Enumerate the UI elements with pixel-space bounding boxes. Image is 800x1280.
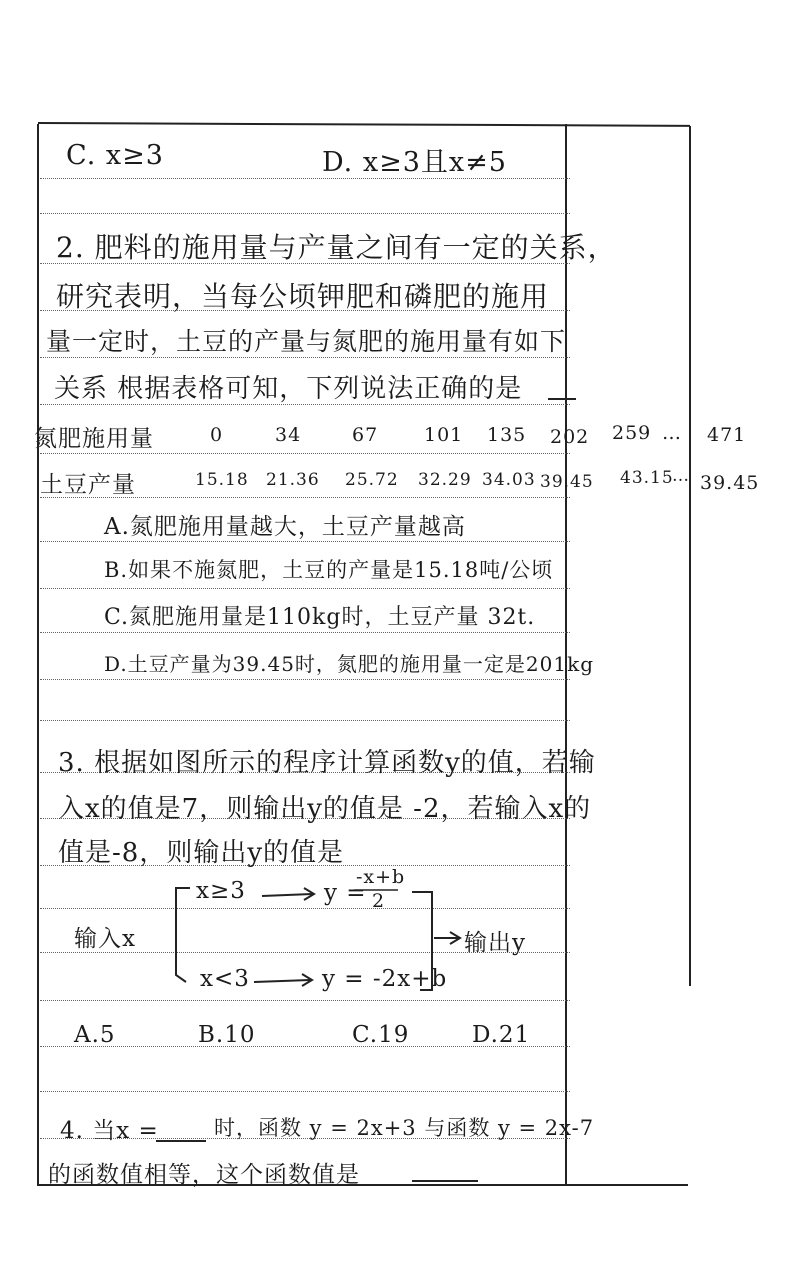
table-cell: 25.72	[345, 470, 399, 490]
table-cell: 259	[612, 422, 652, 444]
table-cell: 202	[550, 426, 590, 448]
flow-formula-top-prefix: y =	[324, 880, 367, 906]
q2-option-c: C.氮肥施用量是110kg时，土豆产量 32t.	[104, 605, 536, 630]
q3-option-a: A.5	[74, 1022, 116, 1048]
table-cell: 101	[424, 424, 464, 446]
flow-formula-top-numerator: -x+b	[356, 866, 406, 888]
q3-line-1: 3. 根据如图所示的程序计算函数y的值，若输	[58, 748, 596, 778]
table-cell: 21.36	[266, 470, 320, 490]
q4-line-2: 的函数值相等，这个函数值是	[48, 1162, 360, 1188]
table-cell: 135	[487, 424, 527, 446]
q4-blank-x	[156, 1140, 206, 1142]
q2-line-1: 2. 肥料的施用量与产量之间有一定的关系，	[56, 231, 617, 264]
table-cell: 15.18	[195, 470, 249, 490]
table-row1-label: 氮肥施用量	[34, 426, 154, 452]
q4-blank-value	[412, 1180, 478, 1182]
flow-output-label: 输出y	[464, 930, 526, 956]
flow-input-label: 输入x	[74, 926, 136, 952]
table-cell: 43.15	[620, 468, 674, 488]
q2-option-a: A.氮肥施用量越大，土豆产量越高	[104, 514, 466, 540]
q3-option-b: B.10	[198, 1022, 256, 1048]
flow-formula-bottom: y = -2x+b	[322, 966, 448, 992]
q3-line-2: 入x的值是7，则输出y的值是 -2，若输入x的	[58, 794, 592, 824]
flow-formula-top-denominator: 2	[372, 890, 386, 912]
q2-line-3: 量一定时，土豆的产量与氮肥的施用量有如下	[46, 327, 567, 356]
q2-line-4: 关系 根据表格可知，下列说法正确的是	[54, 374, 523, 404]
table-cell: 39.45	[540, 472, 594, 492]
q4-line-1-end: 时，函数 y = 2x+3 与函数 y = 2x-7	[214, 1116, 595, 1140]
table-cell: …	[662, 422, 682, 444]
table-row2-label: 土豆产量	[40, 472, 136, 498]
q2-option-b: B.如果不施氮肥，土豆的产量是15.18吨/公顷	[104, 558, 554, 582]
table-cell: 32.29	[418, 470, 472, 490]
table-cell: 34.03	[482, 470, 536, 490]
q3-line-3: 值是-8，则输出y的值是	[58, 838, 345, 868]
table-cell: 471	[707, 424, 747, 446]
table-cell: 34	[275, 424, 302, 446]
q3-option-c: C.19	[352, 1022, 410, 1048]
flow-condition-top: x≥3	[196, 878, 246, 904]
flow-condition-bottom: x<3	[200, 966, 250, 992]
option-c: C. x≥3	[66, 140, 164, 171]
table-cell: 0	[210, 424, 224, 446]
q4-line-1-start: 4. 当x =	[60, 1118, 159, 1144]
q2-option-d: D.土豆产量为39.45时，氮肥的施用量一定是201kg	[104, 652, 595, 676]
q2-line-2: 研究表明，当每公顷钾肥和磷肥的施用	[56, 280, 550, 313]
table-cell: 67	[352, 424, 379, 446]
table-cell: 39.45	[700, 472, 760, 494]
table-cell: …	[672, 466, 690, 486]
q3-option-d: D.21	[472, 1022, 531, 1048]
option-d: D. x≥3且x≠5	[322, 147, 507, 178]
